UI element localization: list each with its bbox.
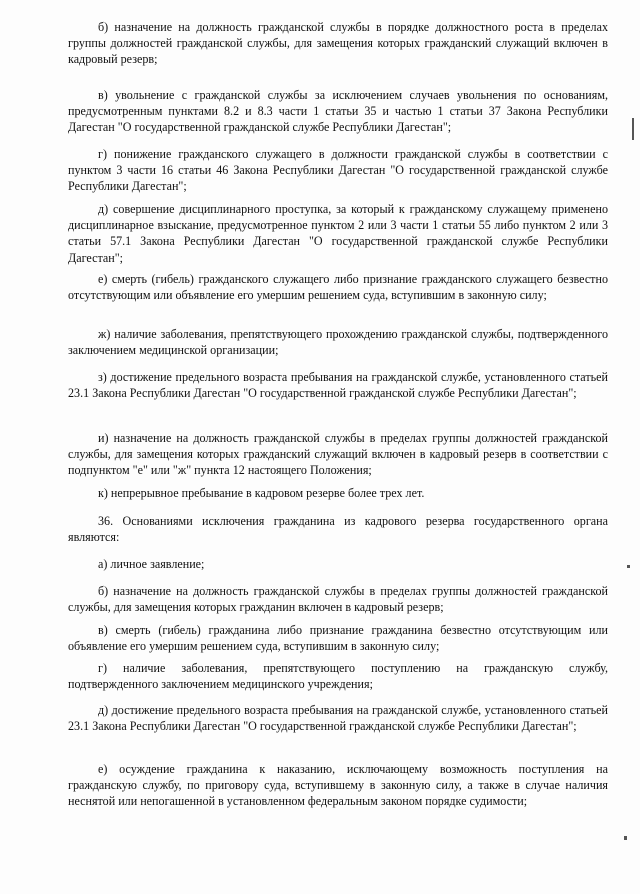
- scan-artifact: [627, 565, 630, 568]
- paragraph-e-death: е) смерть (гибель) гражданского служащего либо признание гражданского служащего безвестно отсутствующим или объявление его умершим решением суда, вступившим в законную силу;: [68, 272, 608, 303]
- paragraph-v-dismissal: в) увольнение с гражданской службы за исключением случаев увольнения по основаниям, предусмотренным пунктами 8.2 и 8.3 части 1 статьи 35 и частью 1 статьи 37 Закона Республики Дагестан "О государственной гражданской службе Республики Дагестан";: [68, 88, 608, 135]
- paragraph-a-personal-statement: а) личное заявление;: [98, 557, 205, 571]
- paragraph-g-demotion: г) понижение гражданского служащего в должности гражданской службы в соответствии с пунктом 3 части 16 статьи 46 Закона Республики Дагестан "О государственной гражданской службе Республики Дагестан";: [68, 147, 608, 194]
- paragraph-d-disciplinary: д) совершение дисциплинарного проступка, за который к гражданскому служащему применено дисциплинарное взыскание, предусмотренное пунктом 2 или 3 части 1 статьи 55 либо пунктом 2 или 3 статьи 57.1 Закона Республики Дагестан "О государственной гражданской службе Республики Дагестан";: [68, 202, 608, 265]
- paragraph-zh-illness: ж) наличие заболевания, препятствующего прохождению гражданской службы, подтвержденного заключением медицинской организации;: [68, 327, 608, 358]
- scan-artifact: [632, 118, 634, 140]
- paragraph-i-appointment: и) назначение на должность гражданской службы в пределах группы должностей гражданской службы, для замещения которых гражданский служащий включен в кадровый резерв в соответствии с подпунктом "е" или "ж" пункта 12 настоящего Положения;: [68, 431, 608, 478]
- paragraph-b-career-growth: б) назначение на должность гражданской службы в порядке должностного роста в пределах группы должностей гражданской службы, для замещения которых гражданский служащий включен в кадровый резерв;: [68, 20, 608, 67]
- paragraph-36-grounds: 36. Основаниями исключения гражданина из кадрового резерва государственного органа являются:: [68, 514, 608, 545]
- paragraph-d-citizen-age-limit: д) достижение предельного возраста пребывания на гражданской службе, установленного статьей 23.1 Закона Республики Дагестан "О государственной гражданской службе Республики Дагестан";: [68, 703, 608, 734]
- paragraph-b-citizen-appointment: б) назначение на должность гражданской службы в пределах группы должностей гражданской службы, для замещения которых гражданин включен в кадровый резерв;: [68, 584, 608, 615]
- paragraph-z-age-limit: з) достижение предельного возраста пребывания на гражданской службе, установленного статьей 23.1 Закона Республики Дагестан "О государственной гражданской службе Республики Дагестан";: [68, 370, 608, 401]
- scan-artifact: [624, 836, 627, 840]
- paragraph-g-citizen-illness: г) наличие заболевания, препятствующего поступлению на гражданскую службу, подтвержденного заключением медицинского учреждения;: [68, 661, 608, 692]
- paragraph-e-conviction: е) осуждение гражданина к наказанию, исключающему возможность поступления на гражданскую службу, по приговору суда, вступившему в законную силу, а также в случае наличия неснятой или непогашенной в установленном федеральным законом порядке судимости;: [68, 762, 608, 809]
- paragraph-k-three-years: к) непрерывное пребывание в кадровом резерве более трех лет.: [98, 486, 425, 500]
- paragraph-v-citizen-death: в) смерть (гибель) гражданина либо признание гражданина безвестно отсутствующим или объявление его умершим решением суда, вступившим в законную силу;: [68, 623, 608, 654]
